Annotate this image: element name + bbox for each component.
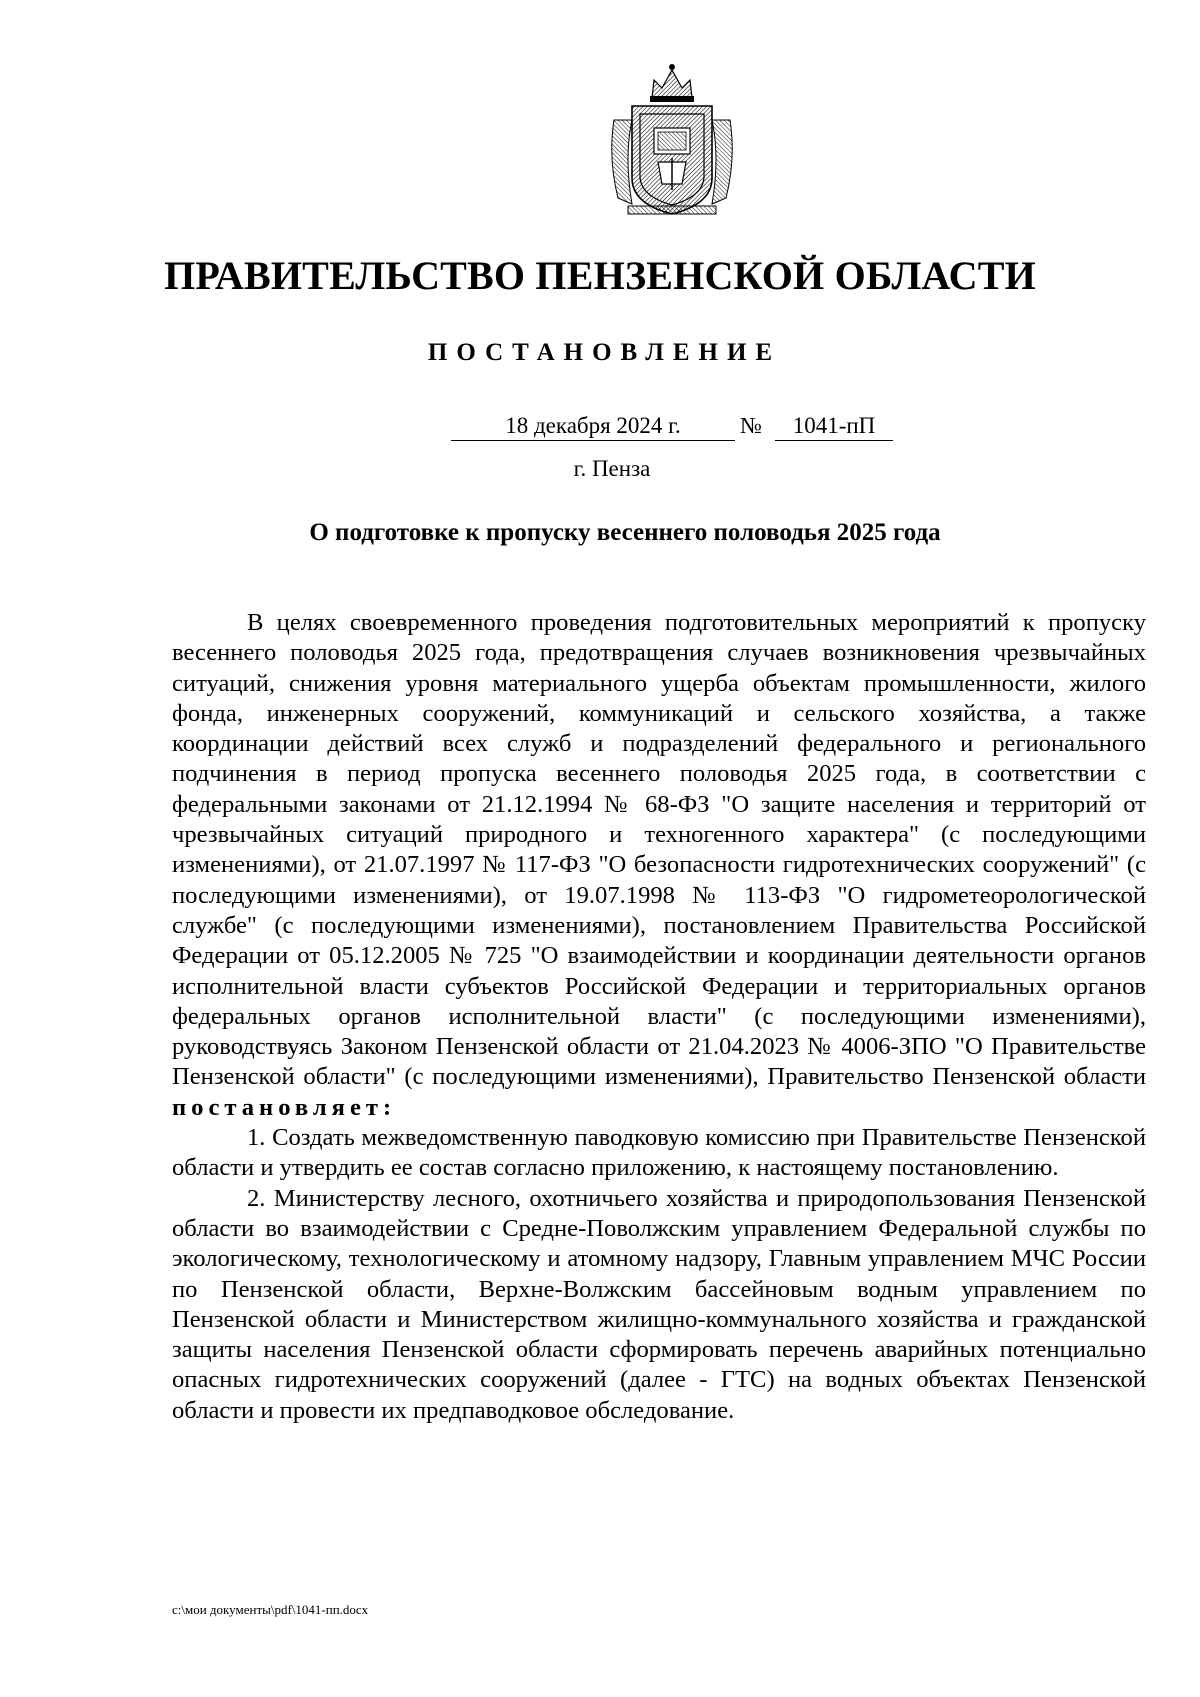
decree-word: постановляет: [172,1093,397,1121]
government-title: ПРАВИТЕЛЬСТВО ПЕНЗЕНСКОЙ ОБЛАСТИ [164,253,1036,298]
document-type-heading: ПОСТАНОВЛЕНИЕ [427,339,782,366]
item-2-paragraph: 2. Министерству лесного, охотничьего хозяйства и природопользования Пензенской области во взаимодействии с Средне-Поволжским управлением Федеральной службы по экологическому, технологическому и атомному надзору, Главным управлением МЧС России по Пензенской области, Верхне-Волжским бассейновым водным управлением по Пензенской области и Министерством жилищно-коммунального хозяйства и гражданской защиты населения Пензенской области сформировать перечень аварийных потенциально опасных гидротехнических сооружений (далее - ГТС) на водных объектах Пензенской области и провести их предпаводковое обследование. [172,1184,1146,1424]
intro-text: В целях своевременного проведения подготовительных мероприятий к пропуску весеннего половодья 2025 года, предотвращения случаев возникновения чрезвычайных ситуаций, снижения уровня материального ущерба объектам промышленности, жилого фонда, инженерных сооружений, коммуникаций и сельского хозяйства, а также координации действий всех служб и подразделений федерального и регионального подчинения в период пропуска весеннего половодья 2025 года, в соответствии с федеральными законами от 21.12.1994 № 68-ФЗ "О защите населения и территорий от чрезвычайных ситуаций природного и техногенного характера" (с последующими изменениями), от 21.07.1997 № 117-ФЗ "О безопасности гидротехнических сооружений" (с последующими изменениями), от 19.07.1998 № 113-ФЗ "О гидрометеорологической службе" (с последующими изменениями), постановлением Правительства Российской Федерации от 05.12.2005 № 725 "О взаимодействии и координации деятельности органов исполнительной власти субъектов Российской Федерации и территориальных органов федеральных органов исполнительной власти" (с последующими изменениями), руководствуясь Законом Пензенской области от 21.04.2023 № 4006-ЗПО "О Правительстве Пензенской области" (с последующими изменениями), Правительство Пензенской области [172,609,1146,1091]
footer-file-path: c:\мои документы\pdf\1041-пп.docx [172,1602,369,1617]
number-sign: № [740,413,762,438]
document-subject: О подготовке к пропуску весеннего половодья 2025 года [309,519,941,546]
city-name: г. Пенза [573,456,651,481]
document-body [172,608,1146,1426]
item-1-paragraph: 1. Создать межведомственную паводковую комиссию при Правительстве Пензенской области и утвердить ее состав согласно приложению, к настоящему постановлению. [172,1124,1146,1182]
document-date: 18 декабря 2024 г. [451,412,735,441]
coat-of-arms-emblem-icon [602,58,742,218]
document-number: 1041-пП [775,412,893,441]
intro-paragraph [172,608,1146,1123]
